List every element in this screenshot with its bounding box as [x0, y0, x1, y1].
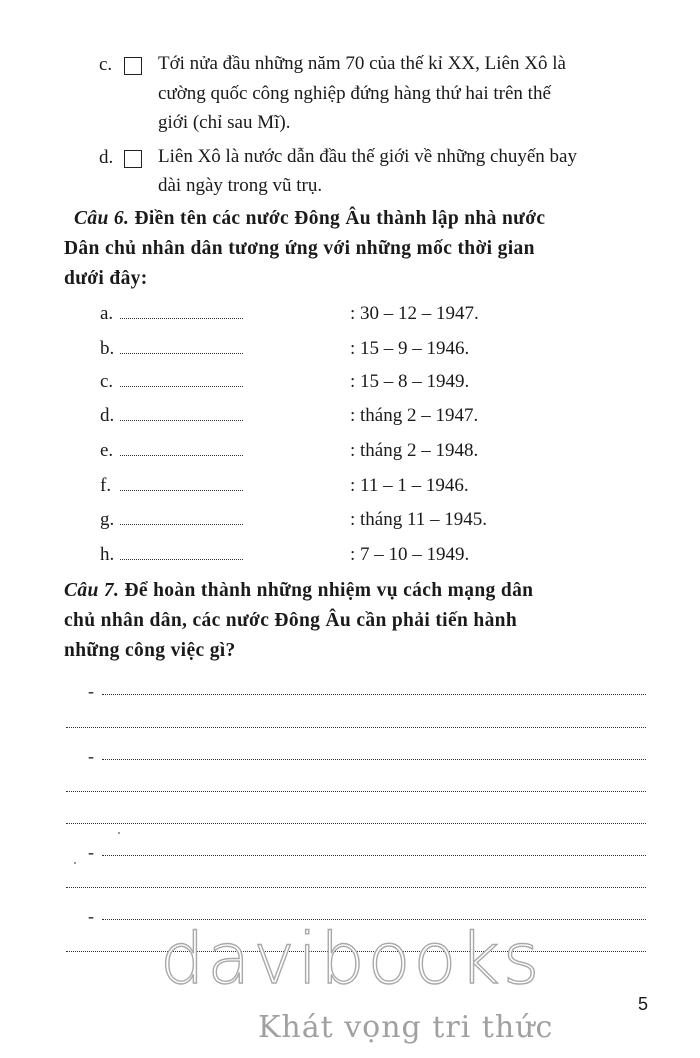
row-b-date: : 15 – 9 – 1946. [350, 338, 470, 359]
answer-line[interactable] [66, 727, 646, 728]
answer-dash: - [88, 681, 94, 701]
row-g-date: : tháng 11 – 1945. [350, 509, 488, 530]
question-6-heading [74, 205, 545, 233]
watermark-slogan: Khát vọng tri thức [258, 1010, 554, 1045]
option-d-checkbox[interactable] [124, 150, 142, 168]
row-e-blank[interactable] [120, 455, 243, 456]
question-6-text-line: dưới đây: [64, 268, 148, 289]
row-d-blank[interactable] [120, 420, 243, 421]
row-h-blank[interactable] [120, 559, 243, 560]
row-f-date: : 11 – 1 – 1946. [350, 475, 469, 496]
row-a-letter: a. [100, 303, 114, 324]
row-c-blank[interactable] [120, 386, 243, 387]
row-b-letter: b. [100, 338, 115, 359]
scan-speck [118, 832, 120, 834]
answer-line[interactable] [102, 759, 646, 760]
answer-dash: - [88, 906, 94, 926]
option-c-letter: c. [99, 54, 113, 75]
watermark-brand: davibooks [160, 918, 543, 1000]
answer-line[interactable] [102, 855, 646, 856]
row-d-date: : tháng 2 – 1947. [350, 405, 479, 426]
option-c-checkbox[interactable] [124, 57, 142, 75]
row-e-date: : tháng 2 – 1948. [350, 440, 479, 461]
row-f-blank[interactable] [120, 490, 243, 491]
row-a-blank[interactable] [120, 318, 243, 319]
answer-dash: - [88, 842, 94, 862]
row-g-blank[interactable] [120, 524, 243, 525]
question-6-label: Câu 6. [74, 208, 130, 229]
answer-line[interactable] [66, 823, 646, 824]
option-c-text-line: giới (chỉ sau Mĩ). [158, 112, 291, 133]
answer-dash: - [88, 746, 94, 766]
option-d-letter: d. [99, 147, 114, 168]
question-7-text-line: chủ nhân dân, các nước Đông Âu cần phải tiến hành [64, 610, 518, 631]
page-number: 5 [637, 994, 648, 1014]
row-e-letter: e. [100, 440, 114, 461]
question-7-text-line: Để hoàn thành những nhiệm vụ cách mạng dân [124, 580, 534, 601]
answer-line[interactable] [102, 694, 646, 695]
question-7-text-line: những công việc gì? [64, 640, 236, 661]
row-h-letter: h. [100, 544, 115, 565]
row-f-letter: f. [100, 475, 112, 496]
answer-line[interactable] [66, 791, 646, 792]
option-d-text-line: dài ngày trong vũ trụ. [158, 175, 323, 196]
option-c-text-line: Tới nửa đầu những năm 70 của thế kỉ XX, Liên Xô là [158, 53, 566, 74]
question-6-text-line: Điền tên các nước Đông Âu thành lập nhà nước [134, 208, 546, 229]
row-c-date: : 15 – 8 – 1949. [350, 371, 470, 392]
answer-line[interactable] [66, 887, 646, 888]
option-d-text-line: Liên Xô là nước dẫn đầu thế giới về những chuyến bay [158, 146, 577, 167]
row-c-letter: c. [100, 371, 114, 392]
option-c-text-line: cường quốc công nghiệp đứng hàng thứ hai trên thế [158, 83, 551, 104]
question-7-label: Câu 7. [64, 580, 120, 601]
row-h-date: : 7 – 10 – 1949. [350, 544, 470, 565]
row-d-letter: d. [100, 405, 115, 426]
question-7-heading [64, 577, 533, 605]
row-g-letter: g. [100, 509, 115, 530]
scan-speck [74, 862, 76, 864]
row-b-blank[interactable] [120, 353, 243, 354]
row-a-date: : 30 – 12 – 1947. [350, 303, 479, 324]
question-6-text-line: Dân chủ nhân dân tương ứng với những mốc thời gian [64, 238, 535, 259]
